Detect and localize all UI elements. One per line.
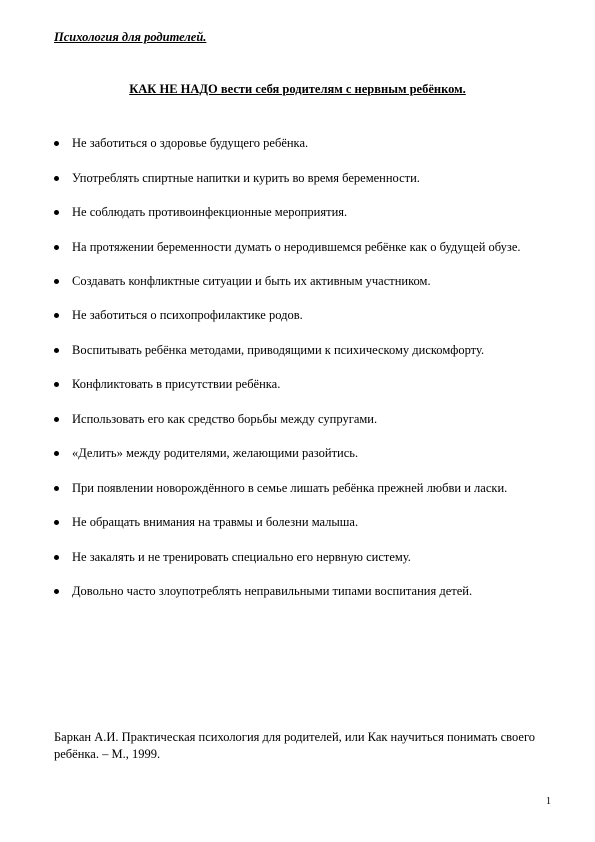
bullet-icon (54, 555, 59, 560)
bullet-icon (54, 141, 59, 146)
bullet-icon (54, 348, 59, 353)
list-item (54, 550, 552, 565)
header-title: Психология для родителей. (54, 30, 207, 44)
page-number: 1 (546, 796, 551, 807)
list-item-text: Создавать конфликтные ситуации и быть их активным участником. (72, 273, 431, 288)
list-item (54, 136, 552, 151)
list-item (54, 343, 552, 358)
bullet-icon (54, 176, 59, 181)
list-item (54, 377, 552, 392)
bullet-icon (54, 245, 59, 250)
list-item (54, 240, 552, 255)
bullet-icon (54, 520, 59, 525)
list-item-text: Не закалять и не тренировать специально его нервную систему. (72, 549, 411, 564)
list-item (54, 412, 552, 427)
list-item-text: Конфликтовать в присутствии ребёнка. (72, 377, 281, 391)
list-item-text: Употреблять спиртные напитки и курить во время беременности. (72, 170, 420, 185)
bullet-icon (54, 313, 59, 318)
list-item (54, 584, 552, 599)
list-item-text: Не обращать внимания на травмы и болезни малыша. (72, 515, 359, 529)
bibliographic-reference: Баркан А.И. Практическая психология для родителей, или Как научиться понимать своего ребёнка. – М., 1999. (54, 730, 536, 761)
list-item (54, 308, 552, 323)
bullet-icon (54, 451, 59, 456)
bullet-icon (54, 417, 59, 422)
list-item-text: Воспитывать ребёнка методами, приводящими к психическому дискомфорту. (72, 342, 485, 357)
list-item (54, 171, 552, 186)
list-item-text: На протяжении беременности думать о неродившемся ребёнке как о будущей обузе. (72, 239, 521, 254)
bullet-icon (54, 486, 59, 491)
list-item-text: «Делить» между родителями, желающими разойтись. (72, 446, 359, 460)
list-item (54, 515, 552, 530)
list-item-text: Довольно часто злоупотреблять неправильными типами воспитания детей. (72, 584, 473, 598)
bullet-icon (54, 589, 59, 594)
list-item (54, 481, 552, 496)
document-heading: КАК НЕ НАДО вести себя родителям с нервным ребёнком. (129, 82, 466, 96)
list-item-text: Не заботиться о психопрофилактике родов. (72, 308, 303, 322)
bullet-icon (54, 279, 59, 284)
list-item-text: Не соблюдать противоинфекционные мероприятия. (72, 205, 348, 219)
bullet-icon (54, 382, 59, 387)
list-item (54, 205, 552, 220)
bullet-list (54, 136, 552, 619)
list-item (54, 446, 552, 461)
bullet-icon (54, 210, 59, 215)
list-item (54, 274, 552, 289)
list-item-text: Использовать его как средство борьбы между супругами. (72, 411, 378, 426)
list-item-text: При появлении новорождённого в семье лишать ребёнка прежней любви и ласки. (72, 480, 508, 495)
list-item-text: Не заботиться о здоровье будущего ребёнка. (72, 136, 309, 150)
